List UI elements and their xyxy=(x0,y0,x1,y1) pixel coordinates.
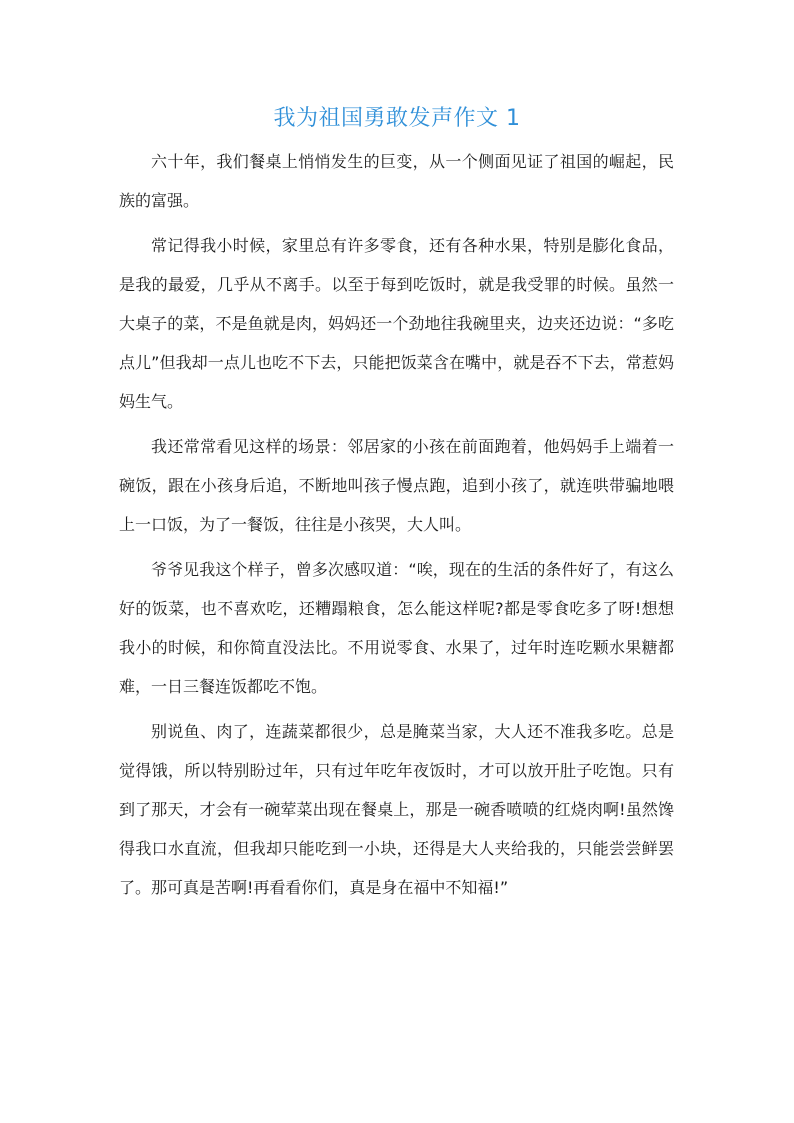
paragraph: 别说鱼、肉了，连蔬菜都很少，总是腌菜当家，大人还不准我多吃。总是觉得饿，所以特别盼过年，只有过年吃年夜饭时，才可以放开肚子吃饱。只有到了那天，才会有一碗荤菜出现在餐桌上，那是一碗香喷喷的红烧肉啊!虽然馋得我口水直流，但我却只能吃到一小块，还得是大人夹给我的，只能尝尝鲜罢了。那可真是苦啊!再看看你们，真是身在福中不知福!” xyxy=(119,722,674,897)
document-body xyxy=(119,142,674,913)
paragraph: 常记得我小时候，家里总有许多零食，还有各种水果，特别是膨化食品，是我的最爱，几乎从不离手。以至于每到吃饭时，就是我受罪的时候。虽然一大桌子的菜，不是鱼就是肉，妈妈还一个劲地往我碗里夹，边夹还边说：“多吃点儿”但我却一点儿也吃不下去，只能把饭菜含在嘴中，就是吞不下去，常惹妈妈生气。 xyxy=(119,236,674,411)
paragraph: 爷爷见我这个样子，曾多次感叹道：“唉，现在的生活的条件好了，有这么好的饭菜，也不喜欢吃，还糟蹋粮食，怎么能这样呢?都是零食吃多了呀!想想我小的时候，和你简直没法比。不用说零食、水果了，过年时连吃颗水果糖都难，一日三餐连饭都吃不饱。 xyxy=(119,560,674,696)
document-title: 我为祖国勇敢发声作文 1 xyxy=(273,106,521,131)
paragraph: 六十年，我们餐桌上悄悄发生的巨变，从一个侧面见证了祖国的崛起，民族的富强。 xyxy=(119,152,674,210)
paragraph: 我还常常看见这样的场景：邻居家的小孩在前面跑着，他妈妈手上端着一碗饭，跟在小孩身后追，不断地叫孩子慢点跑，追到小孩了，就连哄带骗地喂上一口饭，为了一餐饭，往往是小孩哭，大人叫。 xyxy=(119,437,674,534)
